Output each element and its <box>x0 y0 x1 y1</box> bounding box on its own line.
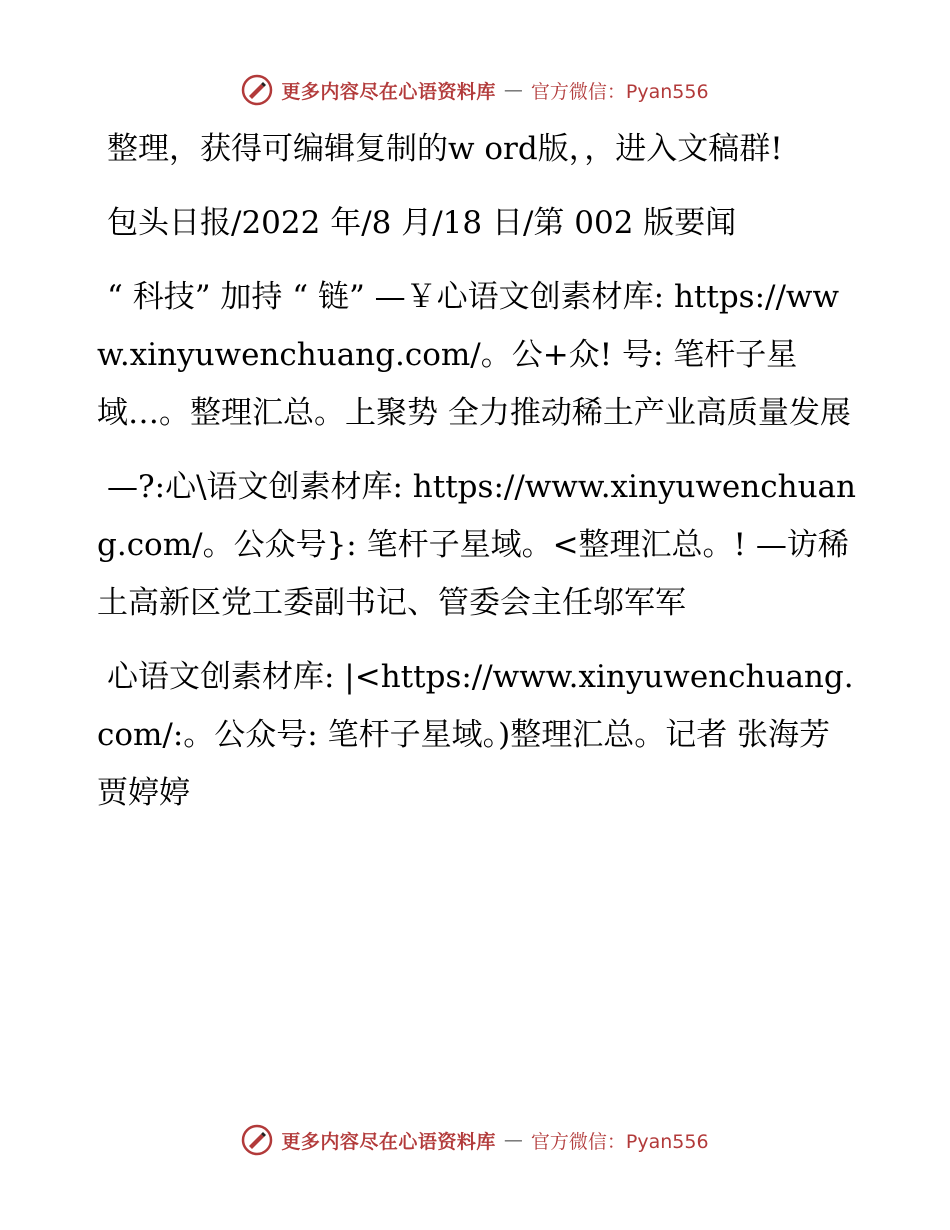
header-banner-separator: — <box>503 79 523 101</box>
document-body <box>97 120 857 838</box>
footer-banner-contact: 官方微信：Pyan556 <box>530 1130 709 1153</box>
pen-in-circle-logo-icon <box>241 1124 273 1156</box>
pen-in-circle-logo-icon <box>241 74 273 106</box>
paragraph-headline: “ 科技” 加持 “ 链” —￥心语文创素材库: https://www.xinyuwenchuang.com/。公+众! 号: 笔杆子星域…。整理汇总。上聚势 全力推动稀土产业高质量发展 <box>97 279 851 431</box>
paragraph-intro: 整理，获得可编辑复制的w ord版，，进入文稿群! <box>107 131 783 167</box>
header-banner-contact: 官方微信：Pyan556 <box>530 80 709 103</box>
header-banner <box>0 70 950 110</box>
footer-banner-text: 更多内容尽在心语资料库 <box>281 1130 496 1153</box>
footer-banner-separator: — <box>503 1129 523 1151</box>
paragraph-subheadline: —?:心\语文创素材库: https://www.xinyuwenchuang.com/。公众号}: 笔杆子星域。<整理汇总。! —访稀土高新区党工委副书记、管委会主任邬军军 <box>97 469 856 621</box>
footer-banner <box>0 1120 950 1160</box>
header-banner-text: 更多内容尽在心语资料库 <box>281 80 496 103</box>
paragraph-source-line: 包头日报/2022 年/8 月/18 日/第 002 版要闻 <box>107 205 737 241</box>
paragraph-byline: 心语文创素材库: |<https://www.xinyuwenchuang.com/:。公众号: 笔杆子星域。)整理汇总。记者 张海芳 贾婷婷 <box>97 659 854 811</box>
